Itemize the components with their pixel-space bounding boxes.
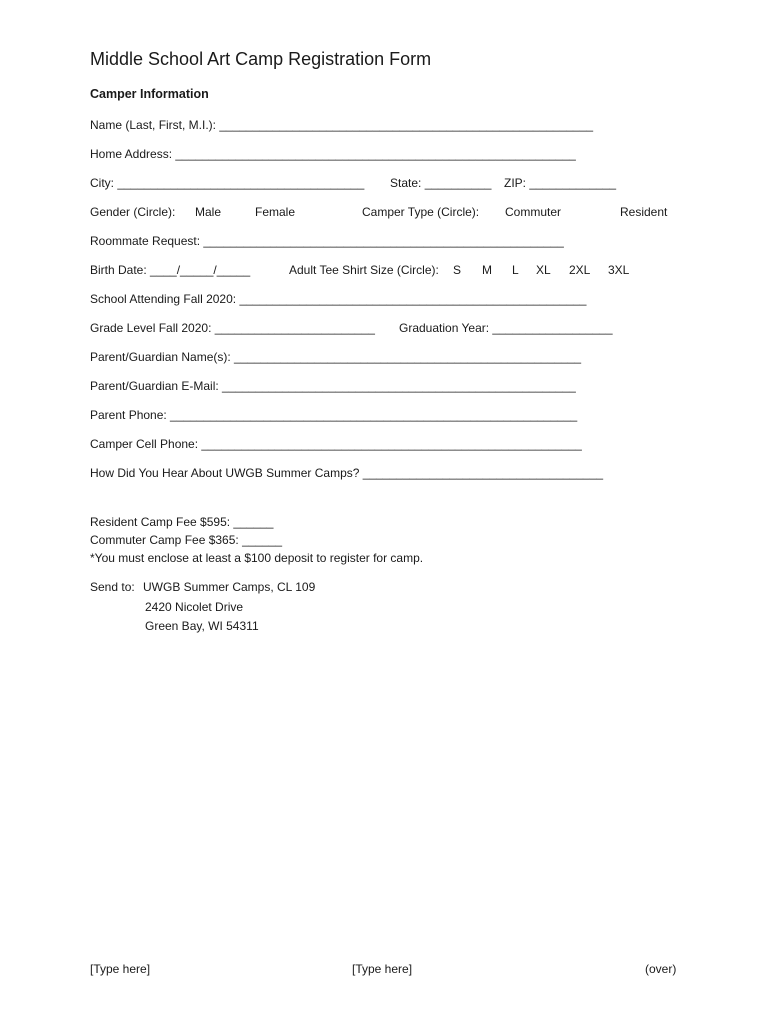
shirt-size-option-3xl[interactable]: 3XL (608, 263, 630, 277)
gender-option-male[interactable]: Male (195, 205, 222, 219)
footer-center: [Type here] (352, 962, 413, 976)
school-attending-field[interactable]: School Attending Fall 2020: ____________________________________________________ (90, 292, 587, 306)
commuter-fee-line[interactable]: Commuter Camp Fee $365: ______ (90, 533, 283, 547)
deposit-note: *You must enclose at least a $100 deposit to register for camp. (90, 551, 424, 565)
roommate-request-field[interactable]: Roommate Request: ______________________________________________________ (90, 234, 564, 248)
send-to-line2: 2420 Nicolet Drive (145, 600, 244, 614)
hear-about-field[interactable]: How Did You Hear About UWGB Summer Camps? ____________________________________ (90, 466, 604, 480)
shirt-size-option-l[interactable]: L (512, 263, 519, 277)
shirt-size-option-m[interactable]: M (482, 263, 492, 277)
send-to-line3: Green Bay, WI 54311 (145, 619, 259, 633)
shirt-size-option-s[interactable]: S (453, 263, 462, 277)
guardian-email-field[interactable]: Parent/Guardian E-Mail: _____________________________________________________ (90, 379, 576, 393)
shirt-size-option-xl[interactable]: XL (536, 263, 551, 277)
gender-label: Gender (Circle): (90, 205, 176, 219)
name-field[interactable]: Name (Last, First, M.I.): ________________________________________________________ (90, 118, 594, 132)
camper-cell-phone-field[interactable]: Camper Cell Phone: _________________________________________________________ (90, 437, 582, 451)
footer-right: (over) (645, 962, 677, 976)
state-field[interactable]: State: __________ (390, 176, 492, 190)
camper-type-option-commuter[interactable]: Commuter (505, 205, 562, 219)
gender-option-female[interactable]: Female (255, 205, 296, 219)
send-to-line1: UWGB Summer Camps, CL 109 (143, 580, 316, 594)
guardian-names-field[interactable]: Parent/Guardian Name(s): ____________________________________________________ (90, 350, 582, 364)
resident-fee-line[interactable]: Resident Camp Fee $595: ______ (90, 515, 274, 529)
city-field[interactable]: City: _____________________________________ (90, 176, 365, 190)
home-address-field[interactable]: Home Address: ____________________________________________________________ (90, 147, 576, 161)
camper-type-label: Camper Type (Circle): (362, 205, 480, 219)
parent-phone-field[interactable]: Parent Phone: _____________________________________________________________ (90, 408, 578, 422)
shirt-size-option-2xl[interactable]: 2XL (569, 263, 591, 277)
birth-date-field[interactable]: Birth Date: ____/_____/_____ (90, 263, 251, 277)
section-heading-camper-information: Camper Information (90, 87, 209, 101)
zip-field[interactable]: ZIP: _____________ (504, 176, 617, 190)
shirt-size-label: Adult Tee Shirt Size (Circle): (289, 263, 439, 277)
send-to-label: Send to: (90, 580, 135, 594)
graduation-year-field[interactable]: Graduation Year: __________________ (399, 321, 613, 335)
form-title: Middle School Art Camp Registration Form (90, 49, 432, 69)
footer-left: [Type here] (90, 962, 151, 976)
grade-level-field[interactable]: Grade Level Fall 2020: ________________________ (90, 321, 375, 335)
camper-type-option-resident[interactable]: Resident (620, 205, 668, 219)
